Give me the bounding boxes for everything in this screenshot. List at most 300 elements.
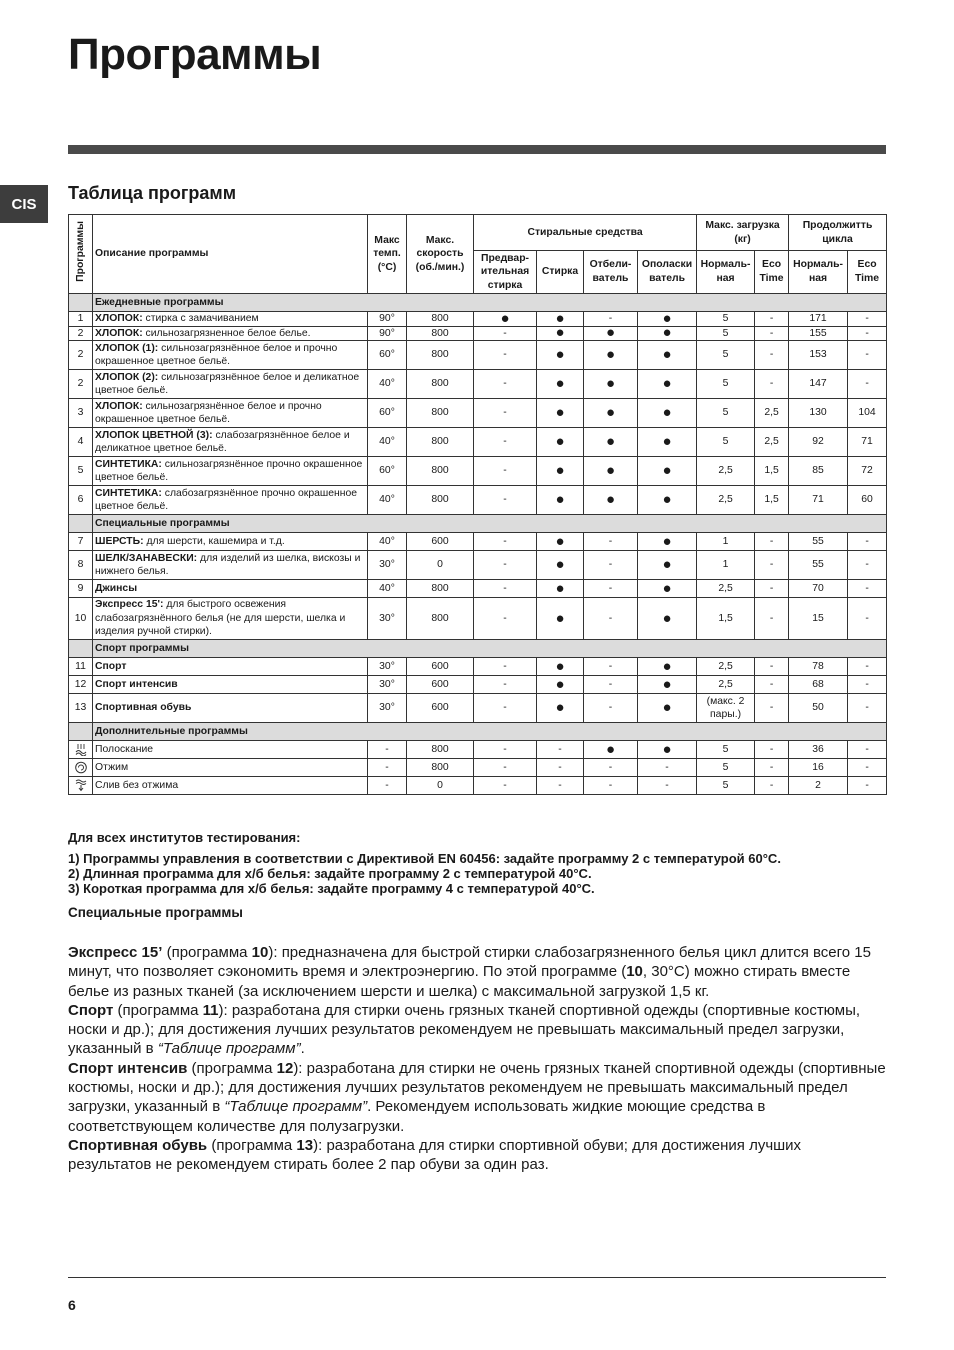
- cell-duration: 147: [789, 370, 848, 399]
- header-softener: Ополаски ватель: [638, 251, 697, 294]
- cell-duration: 130: [789, 399, 848, 428]
- program-description: слабозагрязнённое белое и деликатное цветное бельё.: [95, 429, 350, 455]
- cell-description: [93, 741, 368, 759]
- program-name: СИНТЕТИКА:: [95, 487, 162, 499]
- cell-softener: ●: [638, 694, 697, 723]
- cell-load: 5: [697, 741, 755, 759]
- cell-prewash: -: [474, 741, 537, 759]
- cell-duration-eco: 104: [848, 399, 887, 428]
- section-spacer: [69, 640, 93, 658]
- cell-speed: 800: [407, 486, 474, 515]
- section-title: Таблица программ: [68, 183, 237, 203]
- table-row: [69, 580, 887, 598]
- cell-wash: ●: [537, 486, 584, 515]
- cell-duration-eco: -: [848, 551, 887, 580]
- cell-load: (макс. 2 пары.): [697, 694, 755, 723]
- table-row: [69, 428, 887, 457]
- cell-load: 2,5: [697, 486, 755, 515]
- cell-description: [93, 759, 368, 777]
- cell-speed: 800: [407, 370, 474, 399]
- cell-program-number: 4: [69, 428, 93, 457]
- program-description: стирка с замачиванием: [142, 313, 259, 324]
- cell-load: 5: [697, 370, 755, 399]
- cell-bleach: -: [584, 580, 638, 598]
- cell-description: [93, 326, 368, 341]
- cell-wash: -: [537, 777, 584, 795]
- header-duration: Продолжитть цикла: [789, 215, 887, 251]
- cell-load-eco: -: [755, 741, 789, 759]
- cell-temp: 60°: [368, 399, 407, 428]
- program-name: Спорт интенсив: [95, 678, 178, 690]
- cell-wash: ●: [537, 694, 584, 723]
- cell-duration-eco: -: [848, 694, 887, 723]
- cell-speed: 800: [407, 759, 474, 777]
- cell-program-number: 2: [69, 370, 93, 399]
- cell-temp: 60°: [368, 457, 407, 486]
- cell-softener: -: [638, 777, 697, 795]
- cell-duration-eco: 72: [848, 457, 887, 486]
- cell-speed: 0: [407, 777, 474, 795]
- section-spacer: [69, 294, 93, 312]
- cell-speed: 800: [407, 741, 474, 759]
- table-row: [69, 326, 887, 341]
- sport-paragraph: Спорт (программа 11): разработана для стирки очень грязных тканей спортивной одежды (спортивные костюмы, носки и др.); для достижения лучших результатов рекомендуем не превышать максимальный предел загрузки, указанный в “Таблице программ”.: [68, 1001, 861, 1058]
- cell-program-number: 10: [69, 598, 93, 640]
- cell-wash: ●: [537, 658, 584, 676]
- cell-duration: 68: [789, 676, 848, 694]
- cell-load-eco: -: [755, 676, 789, 694]
- program-name: СИНТЕТИКА:: [95, 458, 162, 470]
- cell-duration: 16: [789, 759, 848, 777]
- section-label: Дополнительные программы: [93, 723, 887, 741]
- cell-temp: 60°: [368, 341, 407, 370]
- cell-load-eco: -: [755, 580, 789, 598]
- language-tab: CIS: [0, 185, 48, 223]
- program-description: сильнозагрязнённое прочно окрашенное цветное бельё.: [95, 458, 363, 484]
- sport-intensive-paragraph: Спорт интенсив (программа 12): разработана для стирки не очень грязных тканей спортивной одежды (спортивные костюмы, носки и др.); для достижения лучших результатов рекомендуем не превышать максимальный предел загрузки, указанный в “Таблице программ”. Рекомендуем использовать жидкие моющие средства в соответствующем количестве для полузагрузки.: [68, 1059, 886, 1135]
- cell-description: [93, 428, 368, 457]
- cell-bleach: -: [584, 533, 638, 551]
- cell-load: 2,5: [697, 658, 755, 676]
- cell-duration: 55: [789, 533, 848, 551]
- cell-duration-eco: -: [848, 741, 887, 759]
- cell-softener: ●: [638, 457, 697, 486]
- cell-duration: 153: [789, 341, 848, 370]
- program-name: ШЕРСТЬ:: [95, 535, 144, 547]
- cell-load-eco: 2,5: [755, 428, 789, 457]
- section-label: Специальные программы: [93, 515, 887, 533]
- cell-load: 5: [697, 326, 755, 341]
- table-row: [69, 486, 887, 515]
- cell-duration: 55: [789, 551, 848, 580]
- cell-speed: 800: [407, 457, 474, 486]
- cell-prewash: -: [474, 457, 537, 486]
- cell-description: [93, 370, 368, 399]
- program-name: ХЛОПОК:: [95, 400, 143, 412]
- cell-duration-eco: 60: [848, 486, 887, 515]
- note-line: 3) Короткая программа для х/б белья: задайте программу 4 с температурой 40°C.: [68, 881, 595, 896]
- notes-heading: Для всех институтов тестирования:: [68, 830, 301, 845]
- cell-description: [93, 580, 368, 598]
- cell-prewash: ●: [474, 312, 537, 327]
- cell-wash: ●: [537, 457, 584, 486]
- note-line: 1) Программы управления в соответствии с Директивой EN 60456: задайте программу 2 с температурой 60°C.: [68, 851, 781, 866]
- table-row: [69, 370, 887, 399]
- cell-duration: 15: [789, 598, 848, 640]
- cell-program-number: 13: [69, 694, 93, 723]
- cell-speed: 800: [407, 326, 474, 341]
- cell-temp: 40°: [368, 580, 407, 598]
- program-description: сильнозагрязнённое белое и прочно окрашенное цветное бельё.: [95, 400, 322, 426]
- table-row: [69, 694, 887, 723]
- program-table: [68, 214, 887, 795]
- cell-load-eco: -: [755, 694, 789, 723]
- cell-temp: 40°: [368, 533, 407, 551]
- program-name: Джинсы: [95, 582, 138, 594]
- cell-bleach: ●: [584, 341, 638, 370]
- cell-bleach: ●: [584, 428, 638, 457]
- table-row: [69, 598, 887, 640]
- cell-duration-eco: -: [848, 312, 887, 327]
- cell-speed: 0: [407, 551, 474, 580]
- cell-speed: 600: [407, 676, 474, 694]
- cell-load: 2,5: [697, 580, 755, 598]
- cell-temp: 90°: [368, 312, 407, 327]
- cell-load-eco: 2,5: [755, 399, 789, 428]
- cell-duration: 171: [789, 312, 848, 327]
- cell-description: [93, 457, 368, 486]
- drain-icon: [69, 777, 93, 795]
- cell-bleach: ●: [584, 741, 638, 759]
- cell-description: [93, 658, 368, 676]
- cell-temp: 30°: [368, 694, 407, 723]
- spin-icon: [69, 759, 93, 777]
- header-detergents: Стиральные средства: [474, 215, 697, 251]
- cell-description: [93, 676, 368, 694]
- cell-softener: ●: [638, 326, 697, 341]
- header-prewash: Предвар-ительная стирка: [474, 251, 537, 294]
- cell-description: [93, 341, 368, 370]
- cell-duration: 36: [789, 741, 848, 759]
- cell-load: 1: [697, 533, 755, 551]
- cell-program-number: 5: [69, 457, 93, 486]
- cell-program-number: 1: [69, 312, 93, 327]
- cell-duration-eco: -: [848, 658, 887, 676]
- cell-load-eco: -: [755, 658, 789, 676]
- cell-load: 5: [697, 759, 755, 777]
- table-row: [69, 399, 887, 428]
- cell-duration: 2: [789, 777, 848, 795]
- cell-load: 5: [697, 312, 755, 327]
- cell-temp: 30°: [368, 658, 407, 676]
- cell-description: [93, 551, 368, 580]
- cell-duration-eco: -: [848, 580, 887, 598]
- cell-duration: 92: [789, 428, 848, 457]
- cell-prewash: -: [474, 777, 537, 795]
- program-name: ХЛОПОК ЦВЕТНОЙ (3):: [95, 429, 213, 441]
- cell-wash: -: [537, 759, 584, 777]
- program-name: ХЛОПОК (2):: [95, 371, 159, 383]
- cell-wash: -: [537, 741, 584, 759]
- cell-prewash: -: [474, 486, 537, 515]
- cell-program-number: 7: [69, 533, 93, 551]
- section-row-sport: [69, 640, 887, 658]
- cell-speed: 800: [407, 312, 474, 327]
- cell-load: 2,5: [697, 457, 755, 486]
- program-name: ХЛОПОК:: [95, 327, 143, 339]
- program-name: Спортивная обувь: [95, 702, 192, 714]
- program-description: Полоскание: [95, 743, 154, 755]
- program-name: ШЕЛК/ЗАНАВЕСКИ:: [95, 552, 198, 564]
- cell-bleach: -: [584, 694, 638, 723]
- program-description: для изделий из шелка, вискозы и нижнего белья.: [95, 552, 361, 578]
- cell-duration: 85: [789, 457, 848, 486]
- cell-softener: ●: [638, 370, 697, 399]
- cell-prewash: -: [474, 326, 537, 341]
- table-row: [69, 759, 887, 777]
- footer-divider: [68, 1277, 886, 1278]
- program-name: Спорт: [95, 660, 127, 672]
- section-spacer: [69, 723, 93, 741]
- program-name: Экспресс 15':: [95, 599, 164, 611]
- cell-load-eco: -: [755, 370, 789, 399]
- program-description: слабозагрязнённое прочно окрашенное цветное бельё.: [95, 487, 358, 513]
- cell-program-number: 8: [69, 551, 93, 580]
- cell-load: 1,5: [697, 598, 755, 640]
- cell-speed: 800: [407, 399, 474, 428]
- cell-description: [93, 694, 368, 723]
- cell-wash: ●: [537, 428, 584, 457]
- cell-description: [93, 533, 368, 551]
- cell-program-number: 6: [69, 486, 93, 515]
- cell-wash: ●: [537, 312, 584, 327]
- cell-program-number: 9: [69, 580, 93, 598]
- cell-prewash: -: [474, 399, 537, 428]
- cell-duration-eco: -: [848, 341, 887, 370]
- cell-prewash: -: [474, 676, 537, 694]
- cell-duration: 70: [789, 580, 848, 598]
- cell-bleach: ●: [584, 486, 638, 515]
- cell-softener: ●: [638, 533, 697, 551]
- cell-prewash: -: [474, 428, 537, 457]
- table-row: [69, 341, 887, 370]
- testing-notes: [68, 830, 886, 896]
- program-description: Слив без отжима: [95, 779, 179, 791]
- cell-softener: ●: [638, 341, 697, 370]
- cell-temp: -: [368, 777, 407, 795]
- cell-wash: ●: [537, 326, 584, 341]
- cell-load-eco: -: [755, 777, 789, 795]
- header-bleach: Отбели-ватель: [584, 251, 638, 294]
- program-description: Отжим: [95, 761, 129, 773]
- cell-wash: ●: [537, 399, 584, 428]
- cell-description: [93, 399, 368, 428]
- cell-duration-eco: -: [848, 759, 887, 777]
- page-title: Программы: [68, 30, 322, 79]
- cell-load-eco: -: [755, 551, 789, 580]
- cell-program-number: 3: [69, 399, 93, 428]
- sport-shoes-paragraph: Спортивная обувь (программа 13): разработана для стирки спортивной обуви; для достижения лучших результатов не рекомендуем стирать более 2 пар обуви за один раз.: [68, 1136, 802, 1174]
- cell-duration-eco: 71: [848, 428, 887, 457]
- note-line: 2) Длинная программа для х/б белья: задайте программу 2 с температурой 40°C.: [68, 866, 592, 881]
- cell-bleach: -: [584, 551, 638, 580]
- page-number: 6: [68, 1297, 76, 1313]
- program-description: сильнозагрязненное белое белье.: [142, 327, 311, 339]
- cell-temp: 40°: [368, 486, 407, 515]
- section-label: Ежедневные программы: [93, 294, 887, 312]
- cell-temp: 30°: [368, 551, 407, 580]
- cell-temp: 30°: [368, 598, 407, 640]
- cell-bleach: ●: [584, 457, 638, 486]
- section-label: Спорт программы: [93, 640, 887, 658]
- cell-load-eco: -: [755, 341, 789, 370]
- cell-prewash: -: [474, 370, 537, 399]
- cell-description: [93, 312, 368, 327]
- cell-duration-eco: -: [848, 533, 887, 551]
- rinse-icon: [69, 741, 93, 759]
- table-row: [69, 741, 887, 759]
- cell-temp: 30°: [368, 676, 407, 694]
- cell-wash: ●: [537, 676, 584, 694]
- cell-duration-eco: -: [848, 777, 887, 795]
- cell-program-number: 12: [69, 676, 93, 694]
- cell-prewash: -: [474, 580, 537, 598]
- header-programs: Программы: [69, 215, 93, 294]
- cell-softener: ●: [638, 580, 697, 598]
- cell-prewash: -: [474, 759, 537, 777]
- header-load-normal: Нормаль-ная: [697, 251, 755, 294]
- cell-program-number: 2: [69, 326, 93, 341]
- cell-load-eco: 1,5: [755, 457, 789, 486]
- cell-load: 1: [697, 551, 755, 580]
- cell-description: [93, 486, 368, 515]
- cell-softener: ●: [638, 741, 697, 759]
- section-row-daily: [69, 294, 887, 312]
- cell-prewash: -: [474, 694, 537, 723]
- cell-speed: 600: [407, 658, 474, 676]
- table-row: [69, 312, 887, 327]
- cell-bleach: -: [584, 676, 638, 694]
- header-wash: Стирка: [537, 251, 584, 294]
- cell-load-eco: -: [755, 326, 789, 341]
- cell-softener: ●: [638, 676, 697, 694]
- cell-softener: ●: [638, 312, 697, 327]
- table-row: [69, 457, 887, 486]
- cell-softener: ●: [638, 428, 697, 457]
- program-description: для шерсти, кашемира и т.д.: [143, 535, 285, 547]
- cell-duration: 71: [789, 486, 848, 515]
- cell-speed: 800: [407, 580, 474, 598]
- cell-load: 5: [697, 777, 755, 795]
- header-max-load: Макс. загрузка (кг): [697, 215, 789, 251]
- cell-load-eco: -: [755, 759, 789, 777]
- program-name: ХЛОПОК (1):: [95, 342, 159, 354]
- special-programs-text: [68, 943, 886, 1175]
- cell-wash: ●: [537, 370, 584, 399]
- cell-load-eco: -: [755, 533, 789, 551]
- table-row: [69, 658, 887, 676]
- cell-prewash: -: [474, 551, 537, 580]
- cell-wash: ●: [537, 580, 584, 598]
- section-row-extra: [69, 723, 887, 741]
- cell-duration: 78: [789, 658, 848, 676]
- program-description: для быстрого освежения слабозагрязнённого белья (не для шерсти, шелка и изделия ручной стирки).: [95, 599, 346, 638]
- table-row: [69, 777, 887, 795]
- cell-bleach: -: [584, 598, 638, 640]
- cell-bleach: -: [584, 658, 638, 676]
- cell-temp: 40°: [368, 428, 407, 457]
- cell-bleach: -: [584, 777, 638, 795]
- header-duration-eco: Eco Time: [848, 251, 887, 294]
- cell-speed: 600: [407, 533, 474, 551]
- express-paragraph: Экспресс 15’ (программа 10): предназначена для быстрой стирки слабозагрязненного белья цикл длится всего 15 минут, что позволяет сэкономить время и электроэнергию. По этой программе (10, 30°C) можно стирать вместе белье из разных тканей (за исключением шерсти и шелка) с максимальной загрузкой 1,5 кг.: [68, 944, 871, 1000]
- cell-prewash: -: [474, 658, 537, 676]
- title-divider: [68, 145, 886, 154]
- cell-program-number: 11: [69, 658, 93, 676]
- cell-bleach: -: [584, 759, 638, 777]
- program-description: сильнозагрязнённое белое и прочно окрашенное цветное бельё.: [95, 342, 338, 368]
- cell-speed: 800: [407, 341, 474, 370]
- cell-duration: 155: [789, 326, 848, 341]
- cell-softener: ●: [638, 399, 697, 428]
- program-description: сильнозагрязнённое белое и деликатное цветное бельё.: [95, 371, 360, 397]
- cell-wash: ●: [537, 598, 584, 640]
- table-row: [69, 676, 887, 694]
- cell-prewash: -: [474, 341, 537, 370]
- header-load-eco: Eco Time: [755, 251, 789, 294]
- cell-wash: ●: [537, 341, 584, 370]
- cell-duration-eco: -: [848, 370, 887, 399]
- cell-prewash: -: [474, 598, 537, 640]
- cell-softener: ●: [638, 598, 697, 640]
- cell-description: [93, 777, 368, 795]
- cell-duration-eco: -: [848, 676, 887, 694]
- cell-bleach: ●: [584, 370, 638, 399]
- cell-softener: ●: [638, 658, 697, 676]
- cell-load-eco: -: [755, 598, 789, 640]
- cell-duration: 50: [789, 694, 848, 723]
- cell-load: 2,5: [697, 676, 755, 694]
- cell-load: 5: [697, 399, 755, 428]
- table-row: [69, 551, 887, 580]
- cell-description: [93, 598, 368, 640]
- cell-speed: 800: [407, 428, 474, 457]
- cell-duration-eco: -: [848, 598, 887, 640]
- cell-load-eco: 1,5: [755, 486, 789, 515]
- cell-wash: ●: [537, 551, 584, 580]
- cell-speed: 600: [407, 694, 474, 723]
- cell-bleach: -: [584, 312, 638, 327]
- cell-load: 5: [697, 341, 755, 370]
- section-spacer: [69, 515, 93, 533]
- cell-load-eco: -: [755, 312, 789, 327]
- cell-duration-eco: -: [848, 326, 887, 341]
- cell-softener: -: [638, 759, 697, 777]
- table-row: [69, 533, 887, 551]
- cell-temp: 40°: [368, 370, 407, 399]
- cell-bleach: ●: [584, 326, 638, 341]
- cell-program-number: 2: [69, 341, 93, 370]
- cell-temp: 90°: [368, 326, 407, 341]
- header-max-speed: Макс. скорость (об./мин.): [407, 215, 474, 294]
- header-description: Описание программы: [93, 215, 368, 294]
- program-name: ХЛОПОК:: [95, 313, 143, 324]
- special-programs-heading: Специальные программы: [68, 905, 243, 920]
- cell-bleach: ●: [584, 399, 638, 428]
- cell-wash: ●: [537, 533, 584, 551]
- cell-softener: ●: [638, 486, 697, 515]
- cell-prewash: -: [474, 533, 537, 551]
